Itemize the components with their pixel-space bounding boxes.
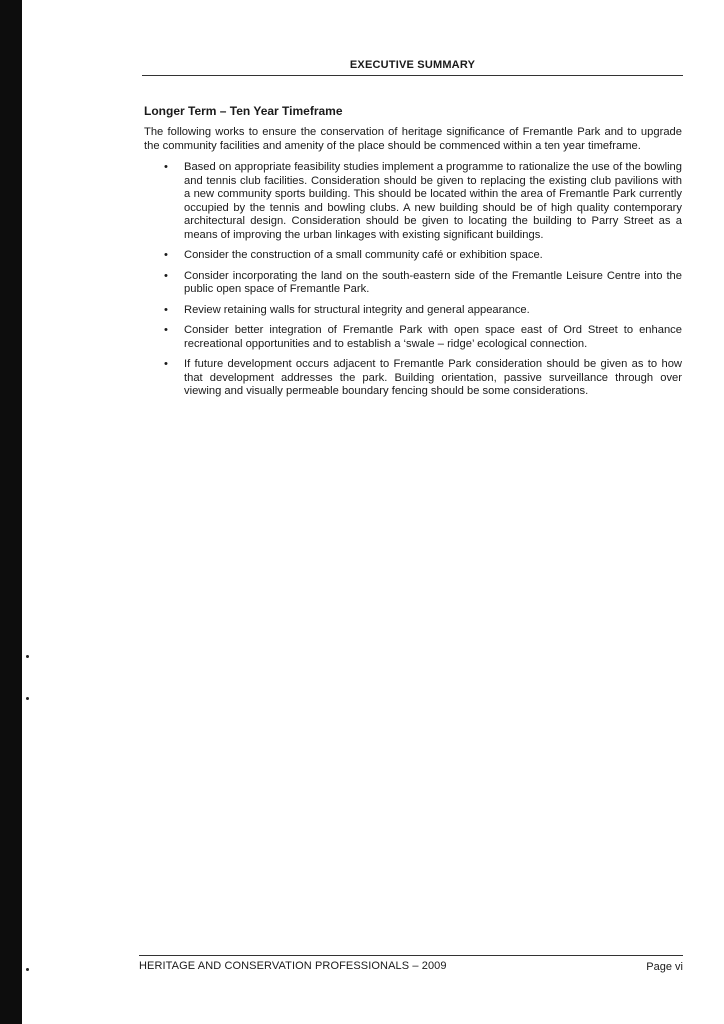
header-title: EXECUTIVE SUMMARY: [349, 59, 476, 71]
list-item-text: Consider incorporating the land on the south-eastern side of the Fremantle Leisure Centre into the public open space of Fremantle Park.: [184, 269, 682, 295]
list-item: [164, 358, 682, 399]
section-heading: Longer Term – Ten Year Timeframe: [144, 104, 343, 118]
bullet-icon: •: [164, 303, 168, 316]
bullet-icon: •: [164, 358, 168, 370]
scan-edge: [0, 0, 22, 1024]
list-item-text: Consider the construction of a small community café or exhibition space.: [184, 249, 543, 261]
list-item: [164, 303, 682, 318]
list-item: [164, 249, 682, 263]
list-item: [164, 161, 682, 242]
page-footer: [139, 955, 683, 980]
page-number: Page vi: [646, 961, 683, 973]
footer-organization: HERITAGE AND CONSERVATION PROFESSIONALS – 2009: [139, 960, 447, 972]
page-header: [142, 57, 683, 76]
main-content: [144, 104, 682, 406]
list-item-text: Based on appropriate feasibility studies implement a programme to rationalize the use of the bowling and tennis club facilities. Consideration should be given to replacing the existing club pavilions with a new community sports building. This should be located within the area of Fremantle Park currently occupied by the tennis and bowling clubs. A new building should be of high quality contemporary architectural design. Consideration should be given to locating the building to Parry Street as a means of improving the urban linkages with existing significant buildings.: [184, 161, 682, 241]
list-item-text: If future development occurs adjacent to Fremantle Park consideration should be given as to how that development addresses the park. Building orientation, passive surveillance through over viewing and visually permeable boundary fencing should be some considerations.: [184, 358, 682, 397]
list-item: [164, 269, 682, 297]
bullet-icon: •: [164, 249, 168, 261]
scan-speck: [26, 655, 29, 658]
intro-paragraph: The following works to ensure the conservation of heritage significance of Fremantle Park and to upgrade the community facilities and amenity of the place should be commenced within a ten year timeframe.: [144, 126, 682, 152]
bullet-icon: •: [164, 324, 168, 336]
bullet-icon: •: [164, 161, 168, 173]
list-item-text: Review retaining walls for structural integrity and general appearance.: [184, 303, 530, 316]
recommendation-list: [144, 161, 682, 399]
scan-speck: [26, 968, 29, 971]
scan-speck: [26, 697, 29, 700]
list-item: [164, 324, 682, 351]
list-item-text: Consider better integration of Fremantle Park with open space east of Ord Street to enhance recreational opportunities and to establish a ‘swale – ridge’ ecological connection.: [184, 324, 682, 350]
bullet-icon: •: [164, 269, 168, 282]
